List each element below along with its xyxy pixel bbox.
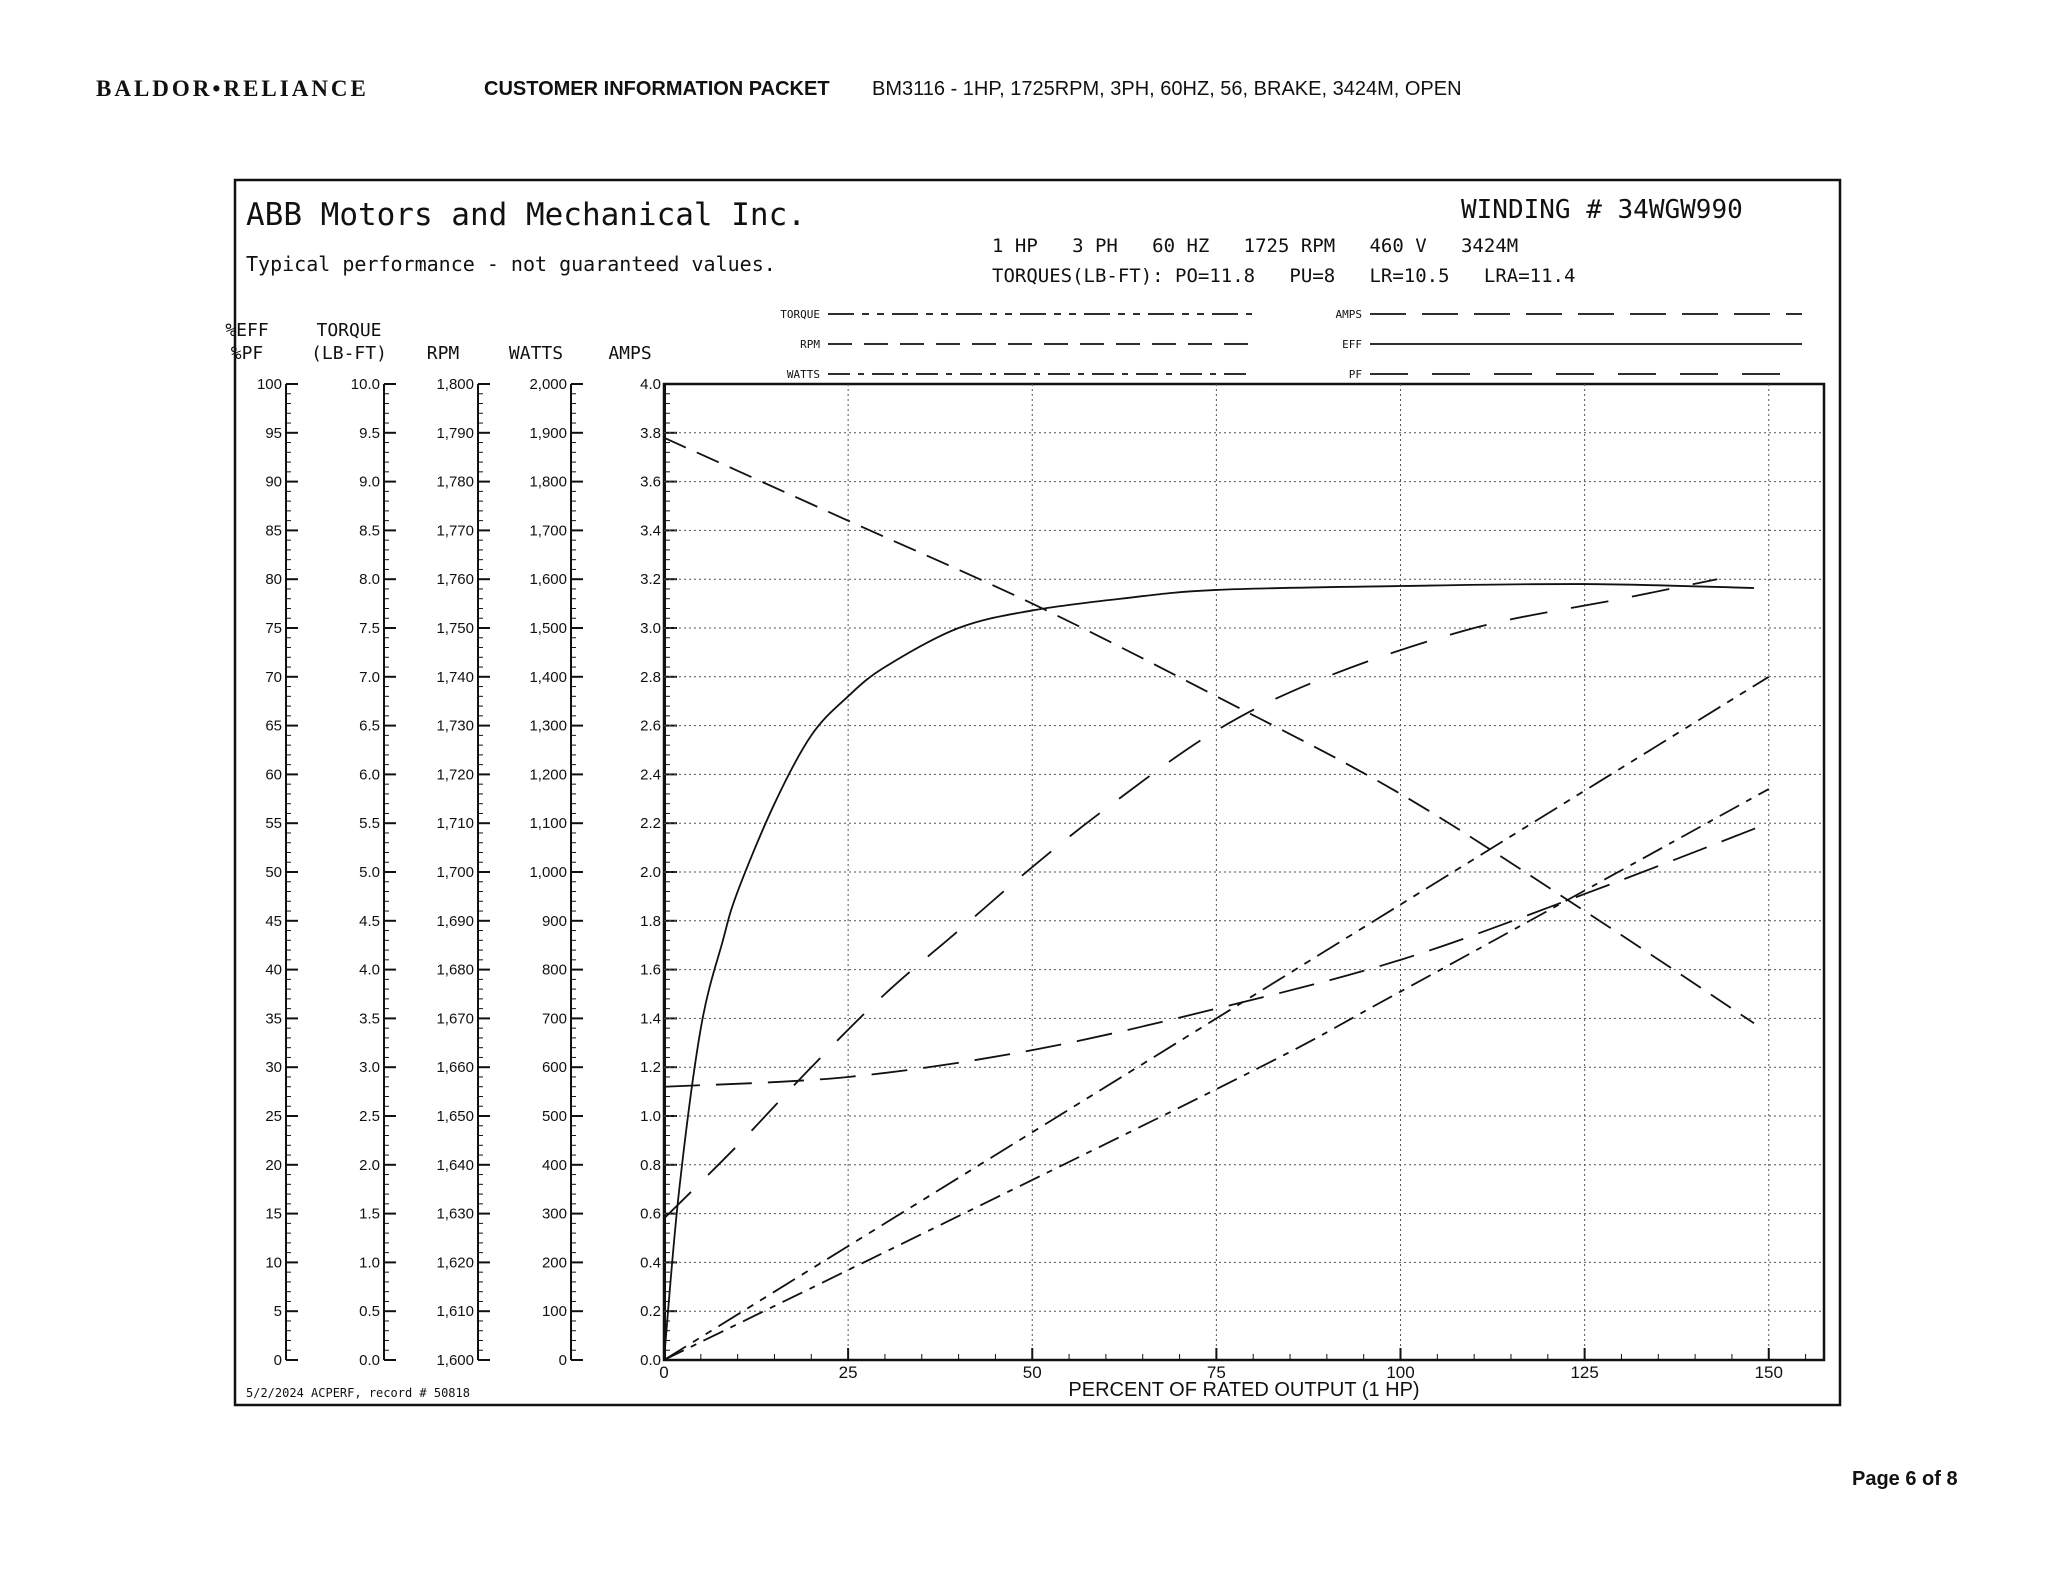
- winding-number: WINDING # 34WGW990: [1461, 195, 1743, 225]
- y-tick-label: 3.4: [640, 522, 661, 540]
- y-tick-label: 400: [541, 1156, 567, 1174]
- y-tick-label: 25: [265, 1108, 282, 1125]
- y-tick-label: 1,790: [436, 424, 474, 442]
- y-tick-label: 2.0: [359, 1156, 380, 1174]
- y-tick-label: 55: [265, 815, 282, 833]
- y-tick-label: 1,500: [529, 620, 567, 637]
- y-tick-label: 1,900: [529, 424, 567, 442]
- y-tick-label: 1,600: [529, 571, 567, 589]
- y-tick-label: 6.5: [359, 717, 380, 735]
- y-tick-label: 1.4: [640, 1010, 661, 1028]
- legend-label: TORQUE: [780, 308, 820, 321]
- y-tick-label: 2.8: [640, 668, 661, 686]
- chart-frame: [235, 180, 1840, 1405]
- y-axes: [225, 320, 677, 1369]
- y-tick-label: 3.8: [640, 424, 661, 442]
- brand-dot: •: [212, 76, 224, 101]
- y-tick-label: 1.8: [640, 912, 661, 930]
- y-tick-label: 20: [265, 1156, 282, 1174]
- legend-label: AMPS: [1335, 308, 1362, 321]
- y-tick-label: 600: [541, 1059, 567, 1077]
- y-tick-label: 5.0: [359, 864, 380, 881]
- y-tick-label: 7.5: [359, 620, 380, 637]
- y-axis-header: %PF: [230, 343, 264, 364]
- y-tick-label: 1,800: [529, 473, 567, 491]
- y-tick-label: 7.0: [359, 668, 380, 686]
- y-tick-label: 1,610: [436, 1303, 474, 1321]
- x-tick-label: 50: [1022, 1363, 1042, 1382]
- y-tick-label: 45: [265, 912, 282, 930]
- series-line-pf: [664, 579, 1717, 1218]
- brand-reliance: RELIANCE: [223, 76, 369, 101]
- y-tick-label: 500: [541, 1108, 567, 1125]
- y-tick-label: 0.2: [640, 1303, 661, 1321]
- y-tick-label: 1,750: [436, 620, 474, 637]
- y-tick-label: 1,600: [436, 1352, 474, 1369]
- y-tick-label: 2.6: [640, 717, 661, 735]
- y-tick-label: 1,700: [529, 522, 567, 540]
- y-tick-label: 100: [541, 1303, 567, 1321]
- y-tick-label: 4.5: [359, 912, 380, 930]
- y-tick-label: 900: [541, 912, 567, 930]
- y-tick-label: 3.0: [640, 620, 661, 637]
- legend-label: PF: [1348, 368, 1362, 381]
- plot-area: [659, 384, 1824, 1382]
- y-tick-label: 30: [265, 1059, 282, 1077]
- x-axis: [659, 1348, 1805, 1382]
- x-tick-label: 150: [1754, 1363, 1783, 1382]
- y-tick-label: 0: [273, 1352, 282, 1369]
- series-lines: [664, 438, 1769, 1360]
- y-tick-label: 0.8: [640, 1156, 661, 1174]
- y-tick-label: 1,780: [436, 473, 474, 491]
- y-tick-label: 90: [265, 473, 282, 491]
- y-tick-label: 1,630: [436, 1205, 474, 1223]
- y-tick-label: 2,000: [529, 376, 567, 393]
- y-tick-label: 1,620: [436, 1254, 474, 1272]
- grid-lines: [664, 384, 1824, 1360]
- chart-subtitle: Typical performance - not guaranteed values.: [246, 252, 776, 276]
- y-tick-label: 60: [265, 766, 282, 784]
- y-tick-label: 85: [265, 522, 282, 540]
- series-line-rpm: [664, 438, 1754, 1024]
- y-tick-label: 2.4: [640, 766, 661, 784]
- y-tick-label: 1,760: [436, 571, 474, 589]
- y-tick-label: 2.0: [640, 864, 661, 881]
- company-name: ABB Motors and Mechanical Inc.: [246, 197, 806, 233]
- y-tick-label: 9.0: [359, 473, 380, 491]
- y-tick-label: 0.4: [640, 1254, 661, 1272]
- torques-line: TORQUES(LB-FT): PO=11.8 PU=8 LR=10.5 LRA=11.4: [992, 265, 1576, 287]
- y-tick-label: 1,690: [436, 912, 474, 930]
- y-axis-header: (LB-FT): [311, 343, 387, 364]
- y-tick-label: 1.5: [359, 1205, 380, 1223]
- y-tick-label: 5: [273, 1303, 282, 1321]
- y-tick-label: 0.0: [359, 1352, 380, 1369]
- y-tick-label: 1.6: [640, 961, 661, 979]
- chart-legend: [780, 308, 1802, 381]
- y-tick-label: 35: [265, 1010, 282, 1028]
- y-tick-label: 8.0: [359, 571, 380, 589]
- y-tick-label: 9.5: [359, 424, 380, 442]
- y-tick-label: 1.2: [640, 1059, 661, 1077]
- y-tick-label: 4.0: [359, 961, 380, 979]
- y-tick-label: 40: [265, 961, 282, 979]
- y-tick-label: 70: [265, 668, 282, 686]
- y-tick-label: 3.6: [640, 473, 661, 491]
- legend-label: WATTS: [786, 368, 820, 381]
- y-tick-label: 75: [265, 620, 282, 637]
- brand-baldor: BALDOR: [96, 76, 213, 101]
- y-tick-label: 15: [265, 1205, 282, 1223]
- y-tick-label: 1,100: [529, 815, 567, 833]
- spec-line: 1 HP 3 PH 60 HZ 1725 RPM 460 V 3424M: [992, 235, 1519, 257]
- y-tick-label: 10: [265, 1254, 282, 1272]
- y-tick-label: 300: [541, 1205, 567, 1223]
- y-axis-header: RPM: [426, 343, 460, 364]
- x-tick-label: 0: [659, 1363, 669, 1382]
- y-tick-label: 95: [265, 424, 282, 442]
- y-tick-label: 1,700: [436, 864, 474, 881]
- model-description: BM3116 - 1HP, 1725RPM, 3PH, 60HZ, 56, BRAKE, 3424M, OPEN: [872, 78, 1462, 100]
- y-tick-label: 1.0: [640, 1108, 661, 1125]
- x-axis-label: PERCENT OF RATED OUTPUT (1 HP): [1068, 1379, 1420, 1401]
- packet-title: CUSTOMER INFORMATION PACKET: [484, 78, 830, 100]
- y-tick-label: 1,640: [436, 1156, 474, 1174]
- y-tick-label: 6.0: [359, 766, 380, 784]
- y-axis-1: [311, 320, 396, 1369]
- y-tick-label: 3.0: [359, 1059, 380, 1077]
- y-tick-label: 1,770: [436, 522, 474, 540]
- y-tick-label: 800: [541, 961, 567, 979]
- legend-label: RPM: [800, 338, 820, 351]
- x-tick-label: 100: [1386, 1363, 1415, 1382]
- y-tick-label: 0.0: [640, 1352, 661, 1369]
- page-number: Page 6 of 8: [1852, 1468, 1958, 1490]
- y-tick-label: 2.2: [640, 815, 661, 833]
- y-tick-label: 0: [558, 1352, 567, 1369]
- y-tick-label: 1,660: [436, 1059, 474, 1077]
- y-tick-label: 700: [541, 1010, 567, 1028]
- x-tick-label: 25: [838, 1363, 858, 1382]
- y-axis-3: [509, 343, 583, 1369]
- y-tick-label: 1,680: [436, 961, 474, 979]
- y-tick-label: 4.0: [640, 376, 661, 393]
- y-tick-label: 5.5: [359, 815, 380, 833]
- y-tick-label: 1,800: [436, 376, 474, 393]
- y-tick-label: 1,650: [436, 1108, 474, 1125]
- y-tick-label: 1.0: [359, 1254, 380, 1272]
- y-tick-label: 200: [541, 1254, 567, 1272]
- y-tick-label: 1,710: [436, 815, 474, 833]
- legend-label: EFF: [1342, 338, 1362, 351]
- y-tick-label: 0.5: [359, 1303, 380, 1321]
- y-tick-label: 100: [256, 376, 282, 393]
- y-tick-label: 0.6: [640, 1205, 661, 1223]
- y-tick-label: 1,720: [436, 766, 474, 784]
- footer-note: 5/2/2024 ACPERF, record # 50818: [246, 1386, 470, 1400]
- y-axis-header: AMPS: [608, 343, 652, 364]
- y-tick-label: 8.5: [359, 522, 380, 540]
- y-axis-header: %EFF: [225, 320, 269, 341]
- y-tick-label: 65: [265, 717, 282, 735]
- y-axis-header: TORQUE: [316, 320, 382, 341]
- y-tick-label: 1,000: [529, 864, 567, 881]
- x-tick-label: 75: [1206, 1363, 1226, 1382]
- y-tick-label: 1,670: [436, 1010, 474, 1028]
- y-axis-header: WATTS: [508, 343, 564, 364]
- y-tick-label: 1,400: [529, 668, 567, 686]
- y-tick-label: 1,200: [529, 766, 567, 784]
- y-tick-label: 1,730: [436, 717, 474, 735]
- x-tick-label: 125: [1570, 1363, 1599, 1382]
- y-axis-2: [427, 343, 490, 1369]
- y-tick-label: 1,740: [436, 668, 474, 686]
- y-tick-label: 1,300: [529, 717, 567, 735]
- y-tick-label: 3.2: [640, 571, 661, 589]
- y-tick-label: 3.5: [359, 1010, 380, 1028]
- y-tick-label: 80: [265, 571, 282, 589]
- series-line-eff: [664, 584, 1754, 1360]
- y-tick-label: 2.5: [359, 1108, 380, 1125]
- y-tick-label: 50: [265, 864, 282, 881]
- y-tick-label: 10.0: [350, 376, 380, 393]
